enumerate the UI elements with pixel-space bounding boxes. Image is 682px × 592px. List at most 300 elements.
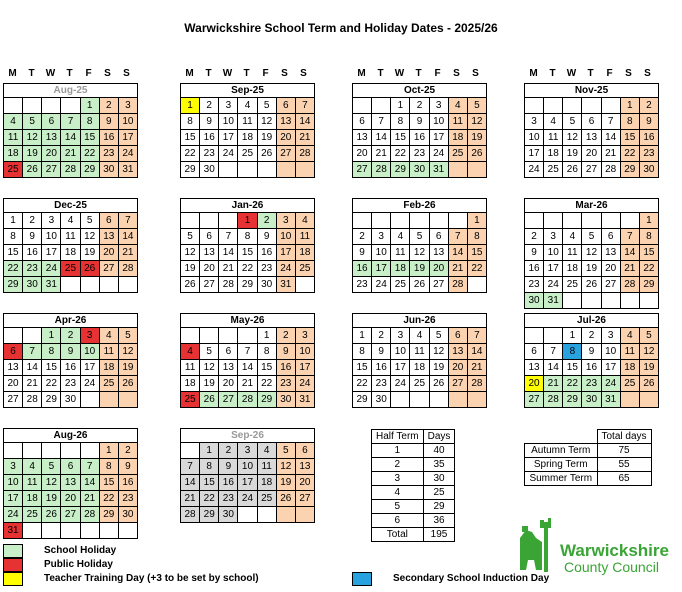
day-cell: 30 (61, 392, 80, 408)
day-cell: 28 (219, 277, 238, 293)
day-cell: 20 (295, 475, 314, 491)
day-cell: 20 (429, 261, 448, 277)
day-cell: 8 (42, 344, 61, 360)
day-cell: 29 (238, 277, 257, 293)
day-cell: 3 (601, 328, 620, 344)
day-cell: 4 (410, 328, 429, 344)
day-cell (23, 328, 42, 344)
day-cell: 18 (238, 130, 257, 146)
day-cell: 8 (353, 344, 372, 360)
day-cell: 30 (99, 162, 118, 178)
day-cell: 23 (353, 277, 372, 293)
day-cell: 17 (4, 491, 23, 507)
day-cell (467, 392, 486, 408)
day-cell: 10 (219, 114, 238, 130)
days-cell: 35 (423, 458, 455, 472)
day-cell: 30 (276, 392, 295, 408)
term-name: Summer Term (525, 472, 598, 486)
day-cell: 8 (563, 344, 582, 360)
day-cell: 27 (219, 392, 238, 408)
day-cell (61, 443, 80, 459)
month-calendar (180, 313, 315, 408)
day-cell: 11 (563, 245, 582, 261)
day-cell: 1 (620, 98, 639, 114)
day-cell: 11 (391, 245, 410, 261)
day-cell: 4 (23, 459, 42, 475)
month-title: Dec-25 (3, 198, 138, 212)
weekday-label: S (472, 68, 479, 79)
day-cell: 27 (448, 376, 467, 392)
day-cell: 18 (544, 146, 563, 162)
logo-line2: County Council (564, 559, 659, 575)
weekday-label: S (104, 68, 111, 79)
day-cell: 30 (639, 162, 658, 178)
day-cell: 1 (257, 328, 276, 344)
month-calendar (352, 83, 487, 178)
day-cell: 4 (295, 213, 314, 229)
day-cell: 5 (181, 229, 200, 245)
day-cell: 13 (353, 130, 372, 146)
day-cell: 2 (118, 443, 137, 459)
day-cell: 17 (276, 245, 295, 261)
day-cell: 12 (429, 344, 448, 360)
day-cell: 25 (238, 146, 257, 162)
day-cell: 31 (429, 162, 448, 178)
day-cell: 30 (23, 277, 42, 293)
day-cell: 31 (118, 162, 137, 178)
day-cell: 16 (23, 245, 42, 261)
day-cell: 10 (601, 344, 620, 360)
day-cell: 6 (448, 328, 467, 344)
day-cell: 3 (429, 98, 448, 114)
day-cell: 16 (525, 261, 544, 277)
day-cell: 19 (276, 475, 295, 491)
day-cell: 15 (80, 130, 99, 146)
day-cell (42, 523, 61, 539)
day-cell: 9 (257, 229, 276, 245)
day-cell: 12 (467, 114, 486, 130)
logo-line1: Warwickshire (560, 541, 669, 560)
day-cell: 30 (582, 392, 601, 408)
day-cell (429, 213, 448, 229)
day-cell: 11 (181, 360, 200, 376)
day-cell: 4 (4, 114, 23, 130)
day-cell: 26 (200, 392, 219, 408)
day-cell: 18 (410, 360, 429, 376)
day-cell: 22 (200, 491, 219, 507)
day-cell: 25 (23, 507, 42, 523)
month-title: Aug-26 (3, 428, 138, 442)
month-calendar (180, 198, 315, 293)
day-cell (23, 523, 42, 539)
day-cell: 3 (544, 229, 563, 245)
day-cell: 13 (525, 360, 544, 376)
day-cell: 23 (61, 376, 80, 392)
day-cell: 26 (467, 146, 486, 162)
weekday-header (524, 68, 657, 79)
warwickshire-logo (516, 516, 676, 582)
day-cell: 25 (563, 277, 582, 293)
day-cell: 2 (200, 98, 219, 114)
day-cell: 14 (23, 360, 42, 376)
day-cell: 14 (295, 114, 314, 130)
day-cell: 26 (42, 507, 61, 523)
day-cell: 5 (118, 328, 137, 344)
day-cell: 9 (372, 344, 391, 360)
day-cell: 4 (563, 229, 582, 245)
day-cell: 12 (200, 360, 219, 376)
day-cell: 7 (372, 114, 391, 130)
day-cell: 16 (639, 130, 658, 146)
day-cell: 1 (391, 98, 410, 114)
day-cell: 20 (276, 130, 295, 146)
day-cell (410, 213, 429, 229)
day-cell: 23 (410, 146, 429, 162)
day-cell (23, 443, 42, 459)
month-title: Jun-26 (352, 313, 487, 327)
day-cell (80, 523, 99, 539)
day-cell: 9 (219, 459, 238, 475)
day-cell: 25 (448, 146, 467, 162)
day-cell: 17 (80, 360, 99, 376)
month-title: Sep-26 (180, 428, 315, 442)
total-label: Total (372, 528, 424, 542)
day-cell: 27 (276, 146, 295, 162)
day-cell: 10 (372, 245, 391, 261)
day-cell: 16 (276, 360, 295, 376)
day-cell: 3 (42, 213, 61, 229)
day-cell: 25 (181, 392, 200, 408)
day-cell: 6 (99, 213, 118, 229)
day-cell: 24 (429, 146, 448, 162)
day-cell (23, 98, 42, 114)
days-cell: 25 (423, 486, 455, 500)
day-cell (80, 392, 99, 408)
day-cell: 16 (353, 261, 372, 277)
day-cell: 12 (582, 245, 601, 261)
month-title: Apr-26 (3, 313, 138, 327)
day-cell: 9 (410, 114, 429, 130)
day-cell: 11 (448, 114, 467, 130)
day-cell: 3 (238, 443, 257, 459)
day-cell: 19 (582, 261, 601, 277)
day-cell: 18 (563, 261, 582, 277)
day-cell: 9 (276, 344, 295, 360)
day-cell: 30 (525, 293, 544, 309)
weekday-label: T (415, 68, 422, 79)
month-calendar (524, 198, 659, 309)
day-cell: 10 (42, 229, 61, 245)
day-cell: 21 (544, 376, 563, 392)
day-cell: 5 (80, 213, 99, 229)
day-cell: 11 (410, 344, 429, 360)
day-cell: 24 (118, 146, 137, 162)
day-cell: 10 (276, 229, 295, 245)
day-cell: 21 (620, 261, 639, 277)
day-cell: 19 (257, 130, 276, 146)
day-cell: 17 (372, 261, 391, 277)
legend-label-public-holiday: Public Holiday (44, 559, 113, 570)
month-calendar (352, 198, 487, 293)
day-cell (118, 277, 137, 293)
day-cell: 14 (620, 245, 639, 261)
weekday-header (352, 68, 485, 79)
day-cell (4, 98, 23, 114)
day-cell (582, 213, 601, 229)
day-cell: 17 (601, 360, 620, 376)
day-cell: 9 (200, 114, 219, 130)
day-cell: 15 (99, 475, 118, 491)
day-cell: 4 (620, 328, 639, 344)
day-cell (295, 277, 314, 293)
day-cell: 27 (353, 162, 372, 178)
day-cell: 7 (219, 229, 238, 245)
day-cell: 31 (544, 293, 563, 309)
day-cell: 28 (80, 507, 99, 523)
day-cell: 13 (200, 245, 219, 261)
day-cell: 7 (448, 229, 467, 245)
day-cell (61, 98, 80, 114)
day-cell: 21 (448, 261, 467, 277)
day-cell: 16 (582, 360, 601, 376)
day-cell: 25 (391, 277, 410, 293)
day-cell: 27 (429, 277, 448, 293)
day-cell: 22 (620, 146, 639, 162)
day-cell: 6 (42, 114, 61, 130)
day-cell: 13 (99, 229, 118, 245)
legend-swatch-school-holiday (3, 544, 23, 558)
day-cell: 8 (181, 114, 200, 130)
day-cell: 3 (525, 114, 544, 130)
day-cell: 16 (219, 475, 238, 491)
day-cell: 6 (4, 344, 23, 360)
day-cell: 17 (42, 245, 61, 261)
day-cell: 24 (238, 491, 257, 507)
weekday-header (180, 68, 313, 79)
day-cell: 20 (200, 261, 219, 277)
day-cell: 2 (410, 98, 429, 114)
day-cell: 21 (61, 146, 80, 162)
day-cell: 3 (372, 229, 391, 245)
day-cell: 10 (295, 344, 314, 360)
day-cell: 20 (582, 146, 601, 162)
day-cell: 30 (219, 507, 238, 523)
weekday-label: W (394, 68, 405, 79)
day-cell: 22 (353, 376, 372, 392)
day-cell: 16 (410, 130, 429, 146)
day-cell: 31 (42, 277, 61, 293)
day-cell: 2 (525, 229, 544, 245)
day-cell: 8 (200, 459, 219, 475)
day-cell: 26 (257, 146, 276, 162)
day-cell: 24 (372, 277, 391, 293)
legend-label-training-day: Teacher Training Day (+3 to be set by school) (44, 573, 259, 584)
day-cell: 11 (61, 229, 80, 245)
day-cell: 12 (181, 245, 200, 261)
day-cell: 2 (219, 443, 238, 459)
day-cell: 18 (448, 130, 467, 146)
day-cell: 6 (276, 98, 295, 114)
day-cell: 6 (353, 114, 372, 130)
day-cell: 4 (238, 98, 257, 114)
days-cell: 36 (423, 514, 455, 528)
day-cell: 27 (99, 261, 118, 277)
day-cell: 14 (80, 475, 99, 491)
day-cell (118, 392, 137, 408)
day-cell: 6 (582, 114, 601, 130)
day-cell (639, 293, 658, 309)
day-cell: 15 (639, 245, 658, 261)
day-cell: 31 (601, 392, 620, 408)
day-cell: 9 (61, 344, 80, 360)
weekday-label: T (28, 68, 35, 79)
month-title: May-26 (180, 313, 315, 327)
term-days-table (524, 429, 652, 486)
day-cell (563, 213, 582, 229)
day-cell: 2 (639, 98, 658, 114)
day-cell: 30 (257, 277, 276, 293)
day-cell: 25 (544, 162, 563, 178)
day-cell: 6 (200, 229, 219, 245)
day-cell: 13 (276, 114, 295, 130)
weekday-label: M (357, 68, 366, 79)
day-cell (544, 328, 563, 344)
day-cell: 5 (276, 443, 295, 459)
day-cell: 24 (4, 507, 23, 523)
day-cell: 18 (391, 261, 410, 277)
day-cell: 25 (257, 491, 276, 507)
day-cell: 4 (448, 98, 467, 114)
day-cell: 27 (601, 277, 620, 293)
legend-swatch-training-day (3, 572, 23, 586)
day-cell: 22 (42, 376, 61, 392)
day-cell (448, 162, 467, 178)
day-cell: 2 (582, 328, 601, 344)
day-cell: 11 (257, 459, 276, 475)
weekday-label: T (66, 68, 73, 79)
day-cell: 1 (80, 98, 99, 114)
day-cell: 23 (525, 277, 544, 293)
day-cell: 8 (238, 229, 257, 245)
half-term-cell: 1 (372, 444, 424, 458)
day-cell: 23 (200, 146, 219, 162)
day-cell: 24 (42, 261, 61, 277)
day-cell: 14 (448, 245, 467, 261)
day-cell: 21 (601, 146, 620, 162)
day-cell: 18 (295, 245, 314, 261)
day-cell (448, 392, 467, 408)
weekday-label: T (549, 68, 556, 79)
day-cell: 2 (276, 328, 295, 344)
day-cell (99, 277, 118, 293)
day-cell: 11 (295, 229, 314, 245)
day-cell: 2 (372, 328, 391, 344)
weekday-label: F (434, 68, 441, 79)
day-cell (295, 162, 314, 178)
day-cell: 5 (429, 328, 448, 344)
day-cell: 13 (448, 344, 467, 360)
day-cell (257, 162, 276, 178)
month-calendar (3, 83, 138, 178)
day-cell: 24 (219, 146, 238, 162)
day-cell: 1 (42, 328, 61, 344)
day-cell: 28 (295, 146, 314, 162)
day-cell: 4 (544, 114, 563, 130)
day-cell: 9 (353, 245, 372, 261)
day-cell: 27 (295, 491, 314, 507)
day-cell: 19 (118, 360, 137, 376)
day-cell: 2 (257, 213, 276, 229)
day-cell: 10 (80, 344, 99, 360)
day-cell: 24 (391, 376, 410, 392)
weekday-label: S (123, 68, 130, 79)
day-cell: 1 (353, 328, 372, 344)
half-term-cell: 5 (372, 500, 424, 514)
day-cell: 3 (295, 328, 314, 344)
day-cell: 1 (181, 98, 200, 114)
total-value: 195 (423, 528, 455, 542)
day-cell (601, 213, 620, 229)
day-cell: 15 (353, 360, 372, 376)
day-cell: 26 (410, 277, 429, 293)
day-cell: 13 (61, 475, 80, 491)
weekday-label: F (606, 68, 613, 79)
day-cell: 12 (257, 114, 276, 130)
day-cell: 30 (200, 162, 219, 178)
term-days: 75 (597, 444, 651, 458)
day-cell (219, 162, 238, 178)
day-cell: 7 (467, 328, 486, 344)
half-term-table (371, 429, 455, 542)
day-cell: 7 (620, 229, 639, 245)
month-title: Aug-25 (3, 83, 138, 97)
day-cell: 23 (219, 491, 238, 507)
term-days: 55 (597, 458, 651, 472)
day-cell (582, 293, 601, 309)
day-cell: 21 (372, 146, 391, 162)
day-cell: 9 (639, 114, 658, 130)
day-cell: 19 (639, 360, 658, 376)
day-cell: 22 (639, 261, 658, 277)
day-cell: 28 (448, 277, 467, 293)
day-cell: 19 (200, 376, 219, 392)
day-cell: 3 (80, 328, 99, 344)
day-cell: 16 (257, 245, 276, 261)
day-cell: 20 (4, 376, 23, 392)
day-cell: 14 (601, 130, 620, 146)
day-cell: 14 (467, 344, 486, 360)
day-cell: 30 (410, 162, 429, 178)
day-cell: 11 (238, 114, 257, 130)
day-cell: 12 (80, 229, 99, 245)
day-cell: 21 (295, 130, 314, 146)
day-cell: 21 (118, 245, 137, 261)
day-cell: 26 (181, 277, 200, 293)
bear-and-staff-icon (516, 516, 676, 582)
day-cell: 8 (639, 229, 658, 245)
day-cell: 22 (80, 146, 99, 162)
day-cell: 15 (200, 475, 219, 491)
day-cell (620, 213, 639, 229)
day-cell: 12 (42, 475, 61, 491)
day-cell: 29 (391, 162, 410, 178)
day-cell: 17 (525, 146, 544, 162)
day-cell (61, 523, 80, 539)
day-cell: 5 (200, 344, 219, 360)
day-cell: 13 (4, 360, 23, 376)
day-cell: 27 (42, 162, 61, 178)
day-cell: 17 (544, 261, 563, 277)
